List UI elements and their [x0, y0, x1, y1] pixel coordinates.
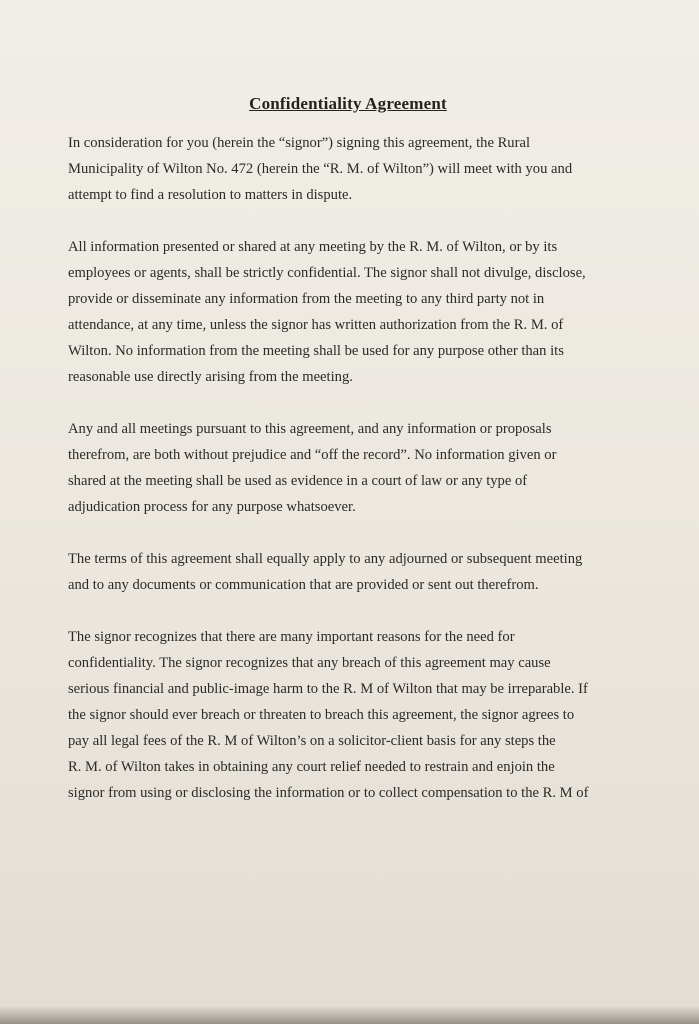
paragraph-line: adjudication process for any purpose whatsoever. — [68, 499, 356, 515]
paragraph-line: The terms of this agreement shall equally apply to any adjourned or subsequent meeting — [68, 551, 583, 567]
paragraph-line: Municipality of Wilton No. 472 (herein the “R. M. of Wilton”) will meet with you and — [68, 161, 573, 177]
paragraph-terms-apply — [68, 546, 646, 598]
paragraph-line: All information presented or shared at any meeting by the R. M. of Wilton, or by its — [68, 239, 558, 255]
paragraph-line: reasonable use directly arising from the meeting. — [68, 369, 353, 385]
paragraph-consideration — [68, 130, 646, 208]
paragraph-breach — [68, 624, 646, 806]
paragraph-line: pay all legal fees of the R. M of Wilton’s on a solicitor-client basis for any steps the — [68, 733, 556, 749]
paragraph-line: therefrom, are both without prejudice and “off the record”. No information given or — [68, 447, 557, 463]
paragraph-line: Wilton. No information from the meeting shall be used for any purpose other than its — [68, 343, 564, 359]
paragraph-line: shared at the meeting shall be used as evidence in a court of law or any type of — [68, 473, 528, 489]
paragraph-line: provide or disseminate any information from the meeting to any third party not in — [68, 291, 545, 307]
paragraph-line: In consideration for you (herein the “signor”) signing this agreement, the Rural — [68, 135, 530, 151]
paragraph-line: The signor recognizes that there are many important reasons for the need for — [68, 629, 515, 645]
paragraph-line: Any and all meetings pursuant to this agreement, and any information or proposals — [68, 421, 552, 437]
document-title: Confidentiality Agreement — [249, 94, 447, 113]
paragraph-line: employees or agents, shall be strictly confidential. The signor shall not divulge, disclose, — [68, 265, 586, 281]
paragraph-line: and to any documents or communication that are provided or sent out therefrom. — [68, 577, 539, 593]
paragraph-confidential-information — [68, 234, 646, 390]
paragraph-line: R. M. of Wilton takes in obtaining any court relief needed to restrain and enjoin the — [68, 759, 555, 775]
paragraph-line: confidentiality. The signor recognizes that any breach of this agreement may cause — [68, 655, 551, 671]
paragraph-line: attendance, at any time, unless the signor has written authorization from the R. M. of — [68, 317, 564, 333]
paragraph-line: the signor should ever breach or threaten to breach this agreement, the signor agrees to — [68, 707, 575, 723]
paragraph-without-prejudice — [68, 416, 646, 520]
paragraph-line: serious financial and public-image harm to the R. M of Wilton that may be irreparable. If — [68, 681, 588, 697]
paragraph-line: signor from using or disclosing the information or to collect compensation to the R. M of — [68, 785, 589, 801]
paragraph-line: attempt to find a resolution to matters in dispute. — [68, 187, 353, 203]
